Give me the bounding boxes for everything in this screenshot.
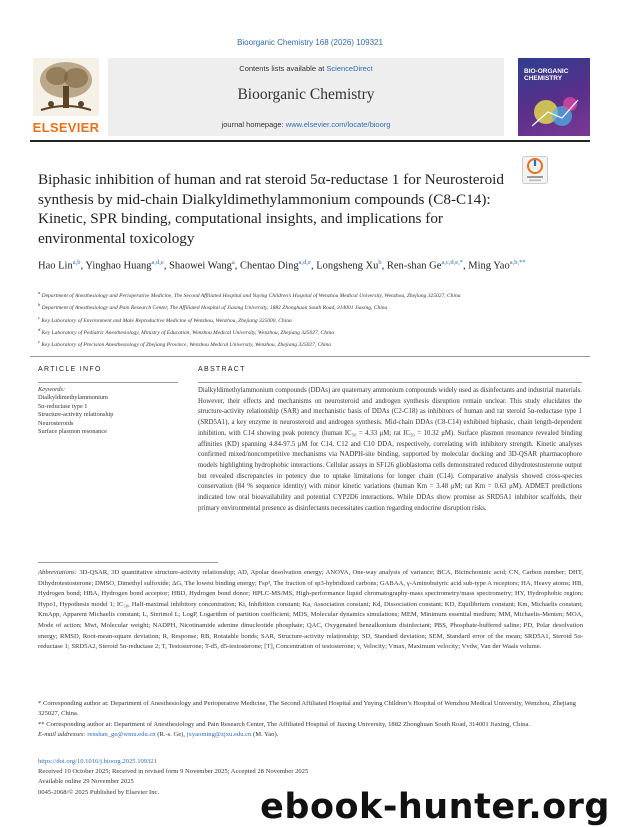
issn-copyright: 0045-2068/© 2025 Published by Elsevier Inc. (38, 788, 160, 796)
email-who-yao: (M. Yao). (251, 731, 279, 739)
author-name[interactable]: Shaowei Wang (169, 260, 232, 272)
affiliation-text: Department of Anesthesiology and Pain Research Center, The Affiliated Hospital of Jiaxing University, 1882 Zhonghuan South Road, 314001 Jiaxing, China (40, 305, 388, 312)
abbreviations (38, 568, 583, 653)
author-name[interactable]: Chentao Ding (240, 260, 299, 272)
email-who-ge: (R.-s. Ge), (155, 731, 187, 739)
author-affiliation-mark[interactable]: a,c,d,e,* (441, 259, 464, 266)
abbreviations-label: Abbreviations: (38, 569, 77, 576)
article-info (38, 366, 178, 436)
masthead (30, 58, 590, 136)
contents-prefix: Contents lists available at (239, 64, 327, 73)
cover-art-icon (528, 92, 584, 132)
journal-cover[interactable] (518, 58, 590, 136)
header-rule (30, 140, 590, 142)
author-name[interactable]: Hao Lin (38, 260, 73, 272)
author-affiliation-mark[interactable]: b (378, 259, 382, 266)
author-list: Hao Lin$^{a,b}$, Yinghao Huang$^{a,d,e}$, Shaowei Wang$^a$, Chentao Ding$^{a,d,e}$, Longsheng Xu$^b$, Ren-shan $Ge^{a,c,d,e,*}$, Ming Yao$^{a,b,**}$ (38, 259, 526, 272)
journal-reference[interactable]: Bioorganic Chemistry 168 (2026) 109321 (237, 38, 383, 47)
keyword-item: Neurosteroids (38, 419, 74, 427)
doi-link[interactable]: https://doi.org/10.1016/j.bioorg.2025.109321 (38, 758, 157, 765)
affiliation-item (38, 301, 583, 312)
abstract-text: Dialkyldimethylammonium compounds (DDAs) are quaternary ammonium compounds widely used as disinfectants and industrial materials. However, their effects and mechanisms on neurosteroid and androgen synthesis disruption remain unclear. This study elucidates the structure-activity relationship (SAR) and mechanistic basis of DDAs (C2-C18) as inhibitors of human and rat steroid 5α-reductase type 1 (SRD5A1), a key enzyme in neurosteroid and androgen synthesis. Mid-chain DDAs (C8-C14) exhibited biphasic, chain length-dependent inhibition, with C14 showing peak potency (human IC₅₀ = 4.33 μM; rat IC₅₀ = 10.32 μM). Surface plasmon resonance revealed binding affinities (KD) spanning 4.84-97.5 μM for C14, C12 and C10 DDA, respectively, correlating with inhibitory strength. Kinetic analyses confirmed mixed/noncompetitive mechanisms via NADPH-site binding, supported by molecular docking and 3D-QSAR pharmacophore models highlighting hydrophobic interactions. Cellular assays in SF126 glioblastoma cells demonstrated reduced dihydrotestosterone output but revealed discrepancies in potency due to uptake limitations for longer chain (C14). Comparative analysis showed cross-species conservation (84 % sequence identity) with minor kinetic variations (human Km = 3.48 μM; rat Km = 0.63 μM). ADMET predictions indicated low oral bioavailability and potential CYP2D6 interactions. While DDAs show promise as SRD5A1 inhibitor scaffolds, their primary environmental presence as disinfectants necessitates caution regarding endocrine disruption risks. (198, 382, 582, 514)
affiliations (38, 289, 583, 351)
email-link-yao[interactable]: jxyaoming@zjxu.edu.cn (186, 731, 252, 739)
elsevier-wordmark: ELSEVIER (32, 120, 100, 135)
author-name[interactable]: Yinghao Huang (85, 260, 152, 272)
cover-title: BIO-ORGANIC CHEMISTRY (524, 68, 569, 82)
footnote-rule (38, 562, 218, 563)
elsevier-tree-icon (33, 58, 99, 116)
keyword-item: 5α-reductase type 1 (38, 402, 88, 410)
affiliation-item (38, 289, 583, 300)
corresponding-author-1: * Corresponding author at: Department of Anesthesiology and Perioperative Medicine, The Second Affiliated Hospital and Yuying Children’s Hospital of Wenzhou Medical University, Wenzhou, Zhejiang 325027, China. (38, 700, 576, 718)
email-label: E-mail addresses: (38, 731, 86, 739)
corresponding-authors (38, 699, 583, 741)
email-link-ge[interactable]: renshan_ge@wmu.edu.cn (87, 731, 156, 739)
author-affiliation-mark[interactable]: a,b (72, 259, 81, 266)
check-for-updates-icon[interactable] (522, 156, 548, 184)
author-name[interactable]: Ren-shan Ge (386, 260, 442, 272)
sciencedirect-link[interactable]: ScienceDirect (326, 64, 373, 73)
affiliation-item (38, 314, 583, 325)
watermark: ebook-hunter.org (260, 787, 610, 827)
affiliation-text: Key Laboratory of Precision Anesthesiology of Zhejiang Province, Wenzhou Medical University, Wenzhou, Zhejiang 325027, China (40, 342, 332, 349)
author-affiliation-mark[interactable]: a (231, 259, 235, 266)
article-info-heading: ARTICLE INFO (38, 366, 102, 373)
affiliation-key: a (38, 290, 41, 295)
keyword-item: Dialkyldimethylammonium (38, 394, 108, 402)
keywords-label: Keywords: (38, 386, 66, 393)
homepage-line (108, 120, 504, 129)
abstract-section (198, 366, 582, 512)
abstract-heading: ABSTRACT (198, 366, 246, 373)
keyword-item: Surface plasmon resonance (38, 428, 107, 436)
author-name[interactable]: Ming Yao (468, 260, 510, 272)
affiliation-item (38, 338, 583, 349)
corresponding-author-2: ** Corresponding author at: Department of Anesthesiology and Pain Research Center, The Affiliated Hospital of Jiaxing University, 1882 Zhonghuan South Road, 314001 Jiaxing, China. (38, 720, 531, 728)
author-name[interactable]: Longsheng Xu (316, 260, 379, 272)
keyword-item: Structure-activity relationship (38, 411, 114, 419)
homepage-prefix: journal homepage: (221, 120, 286, 129)
affiliation-key: b (38, 302, 41, 308)
author-affiliation-mark[interactable]: a,b,** (509, 259, 526, 266)
affiliation-key: e (38, 339, 40, 345)
affiliation-key: d (38, 326, 41, 332)
affiliation-rule (30, 356, 590, 357)
keywords-box (38, 382, 178, 436)
email-line (38, 730, 583, 740)
affiliation-text: Key Laboratory of Environment and Male Reproductive Medicine of Wenzhou, Wenzhou, Zhejiang 325000, China (40, 317, 292, 324)
affiliation-text: Department of Anesthesiology and Perioperative Medicine, The Second Affiliated Hospital and Yuying Children’s Hospital of Wenzhou Medical University, Wenzhou, Zhejiang 325027, China (40, 292, 461, 299)
contents-line (108, 64, 504, 73)
paper-title: Biphasic inhibition of human and rat steroid 5α-reductase 1 for Neurosteroid synthesis by mid-chain Dialkyldimethylammonium compounds (C8-C14): Kinetic, SPR binding, computational insights, and implications for environmental toxicology (38, 171, 504, 247)
keywords-list (38, 394, 178, 436)
elsevier-logo (30, 58, 102, 136)
masthead-center (108, 58, 504, 136)
affiliation-item (38, 326, 583, 337)
received-dates: Received 10 October 2025; Received in revised form 9 November 2025; Accepted 28 November 2025 (38, 768, 309, 776)
affiliation-key: c (38, 314, 40, 320)
homepage-link[interactable]: www.elsevier.com/locate/bioorg (285, 120, 391, 129)
abbreviations-text: 3D-QSAR, 3D quantitative structure-activity relationship; AD, Apolar desolvation energy; ANOVA, One-way analysis of variance; BCA, Bicinchoninic acid; CN, Carbon number; DHT, Dihydrotestosterone; DMSO, Dimethyl sulfoxide; ΔG, The lowest binding energy; Fsp³, The fraction of sp3-hybridized carbons; GABAA, γ-Aminobutyric acid sub-type A receptors; HA, Heavy atoms; HB, Hydrogen bond; HBA, Hydrogen bond acceptor; HBD, Hydrogen bond donor; HPLC-MS/MS, High-performance liquid chromatography-mass spectrometry/mass spectrometry; HY, Hydrophobic region; Hypo1, Hypothesis model 1; IC₅₀, Half-maximal inhibitory concentration; Ki, Inhibition constant; Ka, Association constant; Kd, Dissociation constant; KD, Equilibrium constant; Km, Michaelis constant; KmApp, Apparent Michaelis constant; L, Sterimol L; LogP, Logarithm of partition coefficient; MDS, Molecular dynamics simulations; MEM, Minimum essential medium; MM, Michaelis-Menten; MOA, Mode of action; Mwt, Molecular weight; NADPH, Nicotinamide adenine dinucleotide phosphate; QAC, Oxygenated benzalkonium disinfectant; PBS, Phosphate-buffered saline; PD, Polar desolvation energy; RMSD, Root-mean-square deviation; R, Response; RB, Rotatable bonds; SAR, Structure-activity relationship; SD, Standard deviation; SEM, Standard error of the mean; SRD5A1, Steroid 5α-reductase 1; SRD5A2, Steroid 5α-reductase 2; T, Testosterone; T-d5, d5-testosterone; [T], Concentration of testosterone; v, Velocity; Vmax, Maximum velocity; Vvdw, Van der Waals volume. (38, 569, 584, 651)
journal-title: Bioorganic Chemistry (237, 86, 375, 103)
author-affiliation-mark[interactable]: a,d,e (298, 259, 311, 266)
author-affiliation-mark[interactable]: a,d,e (151, 259, 164, 266)
available-online: Available online 29 November 2025 (38, 778, 134, 786)
affiliation-text: Key Laboratory of Pediatric Anesthesiology, Ministry of Education, Wenzhou Medical University, Wenzhou, Zhejiang 325027, China (40, 329, 334, 336)
